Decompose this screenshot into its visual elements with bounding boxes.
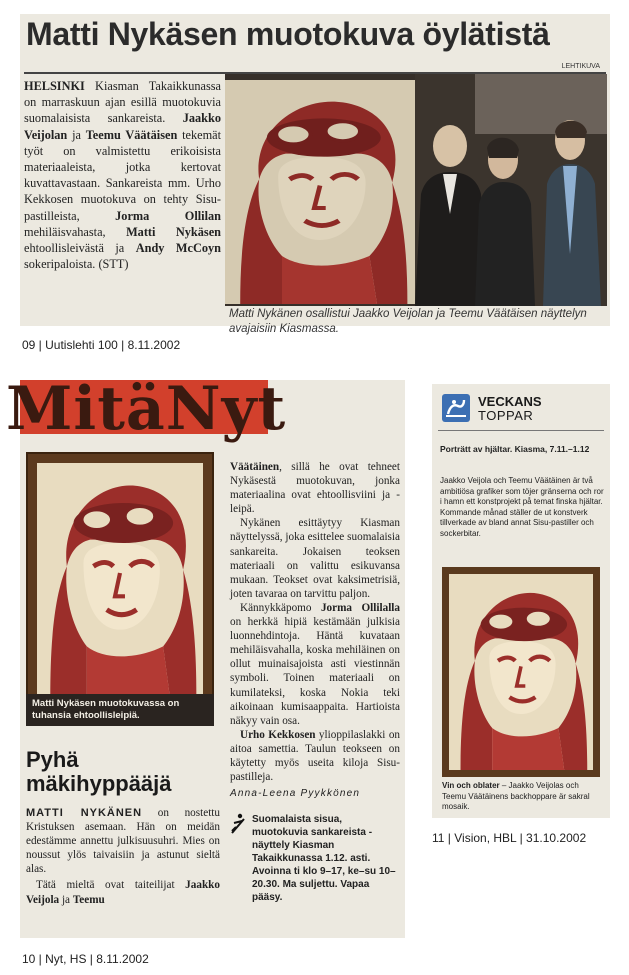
divider xyxy=(438,430,604,431)
framed-portrait xyxy=(26,452,214,724)
person-name: Urho Kekkosen xyxy=(240,728,316,741)
artist-name: Väätäinen xyxy=(230,461,280,473)
info-box-text: Suomalaista sisua, muotokuvia sankareista -näyttely Kiasman Takaikkunassa 1.12. asti. Avoinna ti klo 9–17, ke–su 10–20.30. Ma suljettu. Vapaa pääsy. xyxy=(252,814,396,904)
body-run: Jaakko Veijolan xyxy=(24,111,221,142)
photo-caption xyxy=(442,781,604,813)
framed-portrait xyxy=(442,567,600,777)
article-body-left xyxy=(26,806,220,907)
headline: Matti Nykäsen muotokuva öylätistä xyxy=(26,16,550,52)
brand-line-1: VECKANS xyxy=(478,394,542,409)
byline: Anna-Leena Pyykkönen xyxy=(230,788,361,800)
logo-illustration xyxy=(442,394,470,422)
right-column xyxy=(230,460,400,904)
artist-name: Teemu xyxy=(72,893,105,906)
body-text: , sillä he ovat tehneet Nykäsestä muotokuvan, jonka materiaalina ovat ehtoollisviini ja -leipä. xyxy=(230,461,400,516)
body-text: Tätä mieltä ovat taiteilijat xyxy=(36,879,186,892)
body-text: on herkkä hipiä kestämään julkisia luonnehdintoja. Häntä kuvataan mehiläisvahalla, koska mehiläinen on ollut muinaisajoista asti viestinnän symboli. Toinen materiaali on kumilateksi, koska Nokia teki aikoinaan kumisaappaita. Hartioista näkyy vain osa. xyxy=(230,616,400,727)
portrait-illustration xyxy=(449,574,593,770)
body-text: Nykänen esittäytyy Kiasman näyttelyssä, joka esittelee suomalaisia sankareita. Jokaisen teoksen materiaali on valittu esikuvansa mukaan. Teokset ovat kaksimetrisiä, joten tavaraa on tarvittu paljon. xyxy=(230,517,400,600)
body-run: sokeripaloista. (STT) xyxy=(24,257,129,272)
portrait-image xyxy=(37,463,203,713)
source-label: 09 | Uutislehti 100 | 8.11.2002 xyxy=(22,338,181,352)
portrait-illustration xyxy=(37,463,203,713)
artist-name: Jaakko Veijola xyxy=(26,879,220,906)
body-text: ja xyxy=(59,893,73,906)
body-text: on nostettu Kristuksen asemaan. Hän on meidän edestämme annettu julkisuusuhri. Mies on noussut ylös taivaisiin ja astunut sieltä alas. xyxy=(26,807,220,876)
body-text: Kännykkäpomo xyxy=(240,601,321,614)
brand-line-2: TOPPAR xyxy=(478,408,534,423)
info-box xyxy=(230,813,400,904)
body-run: HELSINKI xyxy=(24,79,85,93)
caption-lead: Vin och oblater xyxy=(442,781,500,790)
newspaper-clipping-2 xyxy=(6,374,405,938)
left-column xyxy=(26,452,220,907)
photo-caption: Matti Nykäsen muotokuvassa on tuhansia ehtoollisleipiä. xyxy=(26,694,214,726)
masthead-text: MitäNyt xyxy=(6,374,287,444)
body-run: Kiasman Takaikkunassa on marraskuun ajan esillä muotokuvia suomalaisista sankareista. xyxy=(24,79,221,126)
body-run: Matti Nykäsen xyxy=(126,224,221,239)
body-run: ehtoollisleivästä ja xyxy=(24,241,136,256)
article-body: Jaakko Veijola och Teemu Väätäinen är två ambitiösa grafiker som töjer gränserna och ror i hamn ett konstprojekt på temat finska hjältar. Kommande månad ställer de ut konstverk tillverkade av bland annat Sisu-pastiller och sockerbitar. xyxy=(440,476,604,538)
body-run: Teemu Väätäisen xyxy=(85,127,178,142)
body-run: Jorma Ollilan xyxy=(115,208,221,223)
exhibition-photo xyxy=(225,74,607,306)
newspaper-clipping-1 xyxy=(20,14,610,335)
source-label: 10 | Nyt, HS | 8.11.2002 xyxy=(22,952,149,966)
photo-caption: Matti Nykänen osallistui Jaakko Veijolan ja Teemu Väätäisen näyttelyn avajaisiin Kiasmassa. xyxy=(229,308,587,335)
body-text: ylioppilaslakki on aitoa samettia. Taulun teokseen on käytetty myös useita kiloja Sisu-pastilleja. xyxy=(230,728,401,784)
person-name: Jorma Ollilalla xyxy=(320,601,401,614)
article-body xyxy=(24,78,221,272)
vision-logo-icon xyxy=(442,394,470,422)
portrait-image xyxy=(449,574,593,770)
body-run: mehiläisvahasta, xyxy=(24,224,127,239)
body-run: ja xyxy=(67,127,86,142)
newspaper-clipping-3 xyxy=(432,384,610,818)
exhibition-photo-illustration xyxy=(225,74,607,306)
subheadline: Pyhä mäkihyppääjä xyxy=(26,747,172,796)
body-run: tekemät työt on valmistettu erikoisista materiaaleista, jotka kertovat kuvattavastaan. Sankareista mm. Urho Kekkosen muotokuva on tehty Sisu-pastilleista, xyxy=(24,127,222,223)
masthead xyxy=(6,374,287,444)
article-title: Porträtt av hjältar. Kiasma, 7.11.–1.12 xyxy=(440,444,590,454)
photo-credit: LEHTIKUVA xyxy=(561,63,600,70)
source-label: 11 | Vision, HBL | 31.10.2002 xyxy=(432,831,587,845)
ski-jumper-icon xyxy=(230,813,246,835)
caption-text: – Jaakko Veijolas och Teemu Väätäinens backhoppare är sakral mosaik. xyxy=(442,781,590,811)
lead-name: MATTI NYKÄNEN xyxy=(26,807,143,819)
body-run: Andy McCoyn xyxy=(135,241,221,256)
